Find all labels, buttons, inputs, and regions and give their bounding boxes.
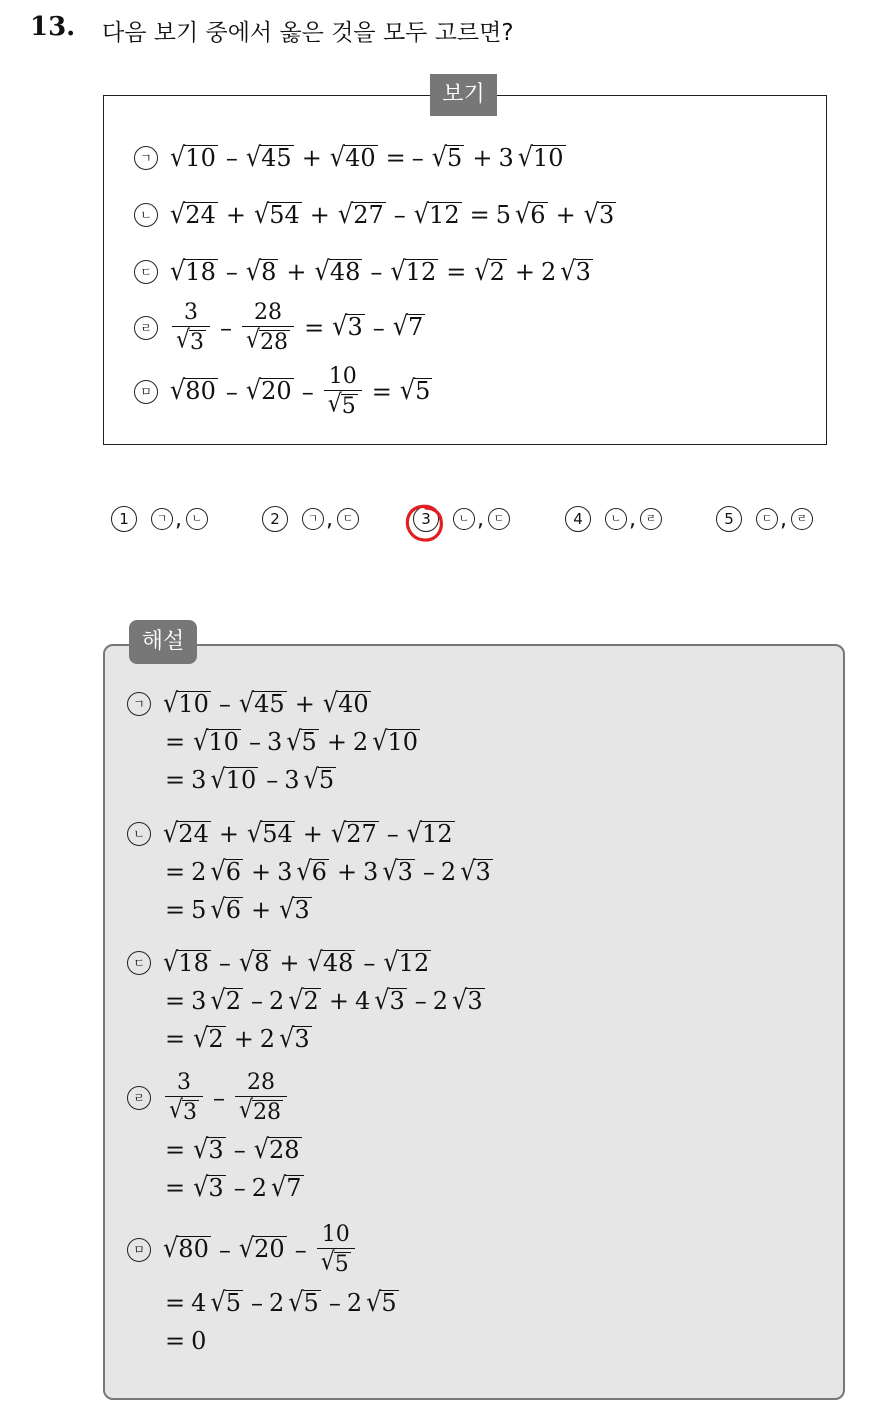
question-number: 13. [30,12,76,42]
sol-5-line-3: = 0 [165,1327,207,1355]
solution-box [103,644,845,1400]
choice-2[interactable]: 2 ㄱ , ㄷ [262,506,359,532]
sol-3-line-2: = 3 √ 2 – 2 √ 2 + 4 √ 3 – 2 √ 3 [165,984,483,1016]
choice-4[interactable]: 4 ㄴ , ㄹ [565,506,662,532]
item-mark-3: ㄷ [134,260,158,284]
sol-5-line-1: ㅁ √ 80 – √ 20 – 10 √ 5 [127,1222,359,1277]
sol-3-line-3: = √ 2 + 2 √ 3 [165,1022,310,1054]
sol-mark-2: ㄴ [127,822,151,846]
sol-mark-5: ㅁ [127,1238,151,1262]
solution-label: 해설 [129,620,197,664]
sol-final-value: 0 [191,1327,207,1355]
sol-mark-3: ㄷ [127,951,151,975]
sol-5-line-2: = 4 √ 5 – 2 √ 5 – 2 √ 5 [165,1286,397,1318]
answer-circle-mark [404,502,446,544]
item-mark-5: ㅁ [134,380,158,404]
sol-4-line-1: ㄹ 3 √ 3 – 28 √ 28 [127,1070,291,1125]
sol-2-line-2: = 2 √ 6 + 3 √ 6 + 3 √ 3 – 2 √ 3 [165,855,491,887]
bogi-box [103,95,827,445]
sol-4-line-3: = √ 3 – 2 √ 7 [165,1171,302,1203]
bogi-item-1: ㄱ √ 10 – √ 45 + √ 40 = – √ 5 + 3 √ 10 [134,144,568,172]
bogi-item-3: ㄷ √ 18 – √ 8 + √ 48 – √ 12 = √ 2 + 2 √ 3 [134,258,595,286]
bogi-item-2: ㄴ √ 24 + √ 54 + √ 27 – √ 12 = 5 √ 6 + √ 3 [134,201,618,229]
bogi-item-4: ㄹ 3 √ 3 – 28 √ 28 = √ 3 – √ 7 [134,300,427,355]
bogi-item-5: ㅁ √ 80 – √ 20 – 10 √ 5 = √ 5 [134,364,434,419]
sol-mark-1: ㄱ [127,692,151,716]
choice-5[interactable]: 5 ㄷ , ㄹ [716,506,813,532]
sol-2-line-1: ㄴ √ 24 + √ 54 + √ 27 – √ 12 [127,820,457,848]
bogi-label: 보기 [430,74,497,116]
sol-mark-4: ㄹ [127,1086,151,1110]
sol-1-line-1: ㄱ √ 10 – √ 45 + √ 40 [127,690,373,718]
sol-2-line-3: = 5 √ 6 + √ 3 [165,893,310,925]
choice-1[interactable]: 1 ㄱ , ㄴ [111,506,208,532]
item-mark-2: ㄴ [134,203,158,227]
question-text: 다음 보기 중에서 옳은 것을 모두 고르면? [102,20,514,46]
item-mark-1: ㄱ [134,146,158,170]
sol-1-line-3: = 3 √ 10 – 3 √ 5 [165,763,335,795]
sol-3-line-1: ㄷ √ 18 – √ 8 + √ 48 – √ 12 [127,949,433,977]
choice-3[interactable]: 3 ㄴ , ㄷ [413,506,510,532]
sol-1-line-2: = √ 10 – 3 √ 5 + 2 √ 10 [165,725,419,757]
item-mark-4: ㄹ [134,316,158,340]
sol-4-line-2: = √ 3 – √ 28 [165,1133,300,1165]
